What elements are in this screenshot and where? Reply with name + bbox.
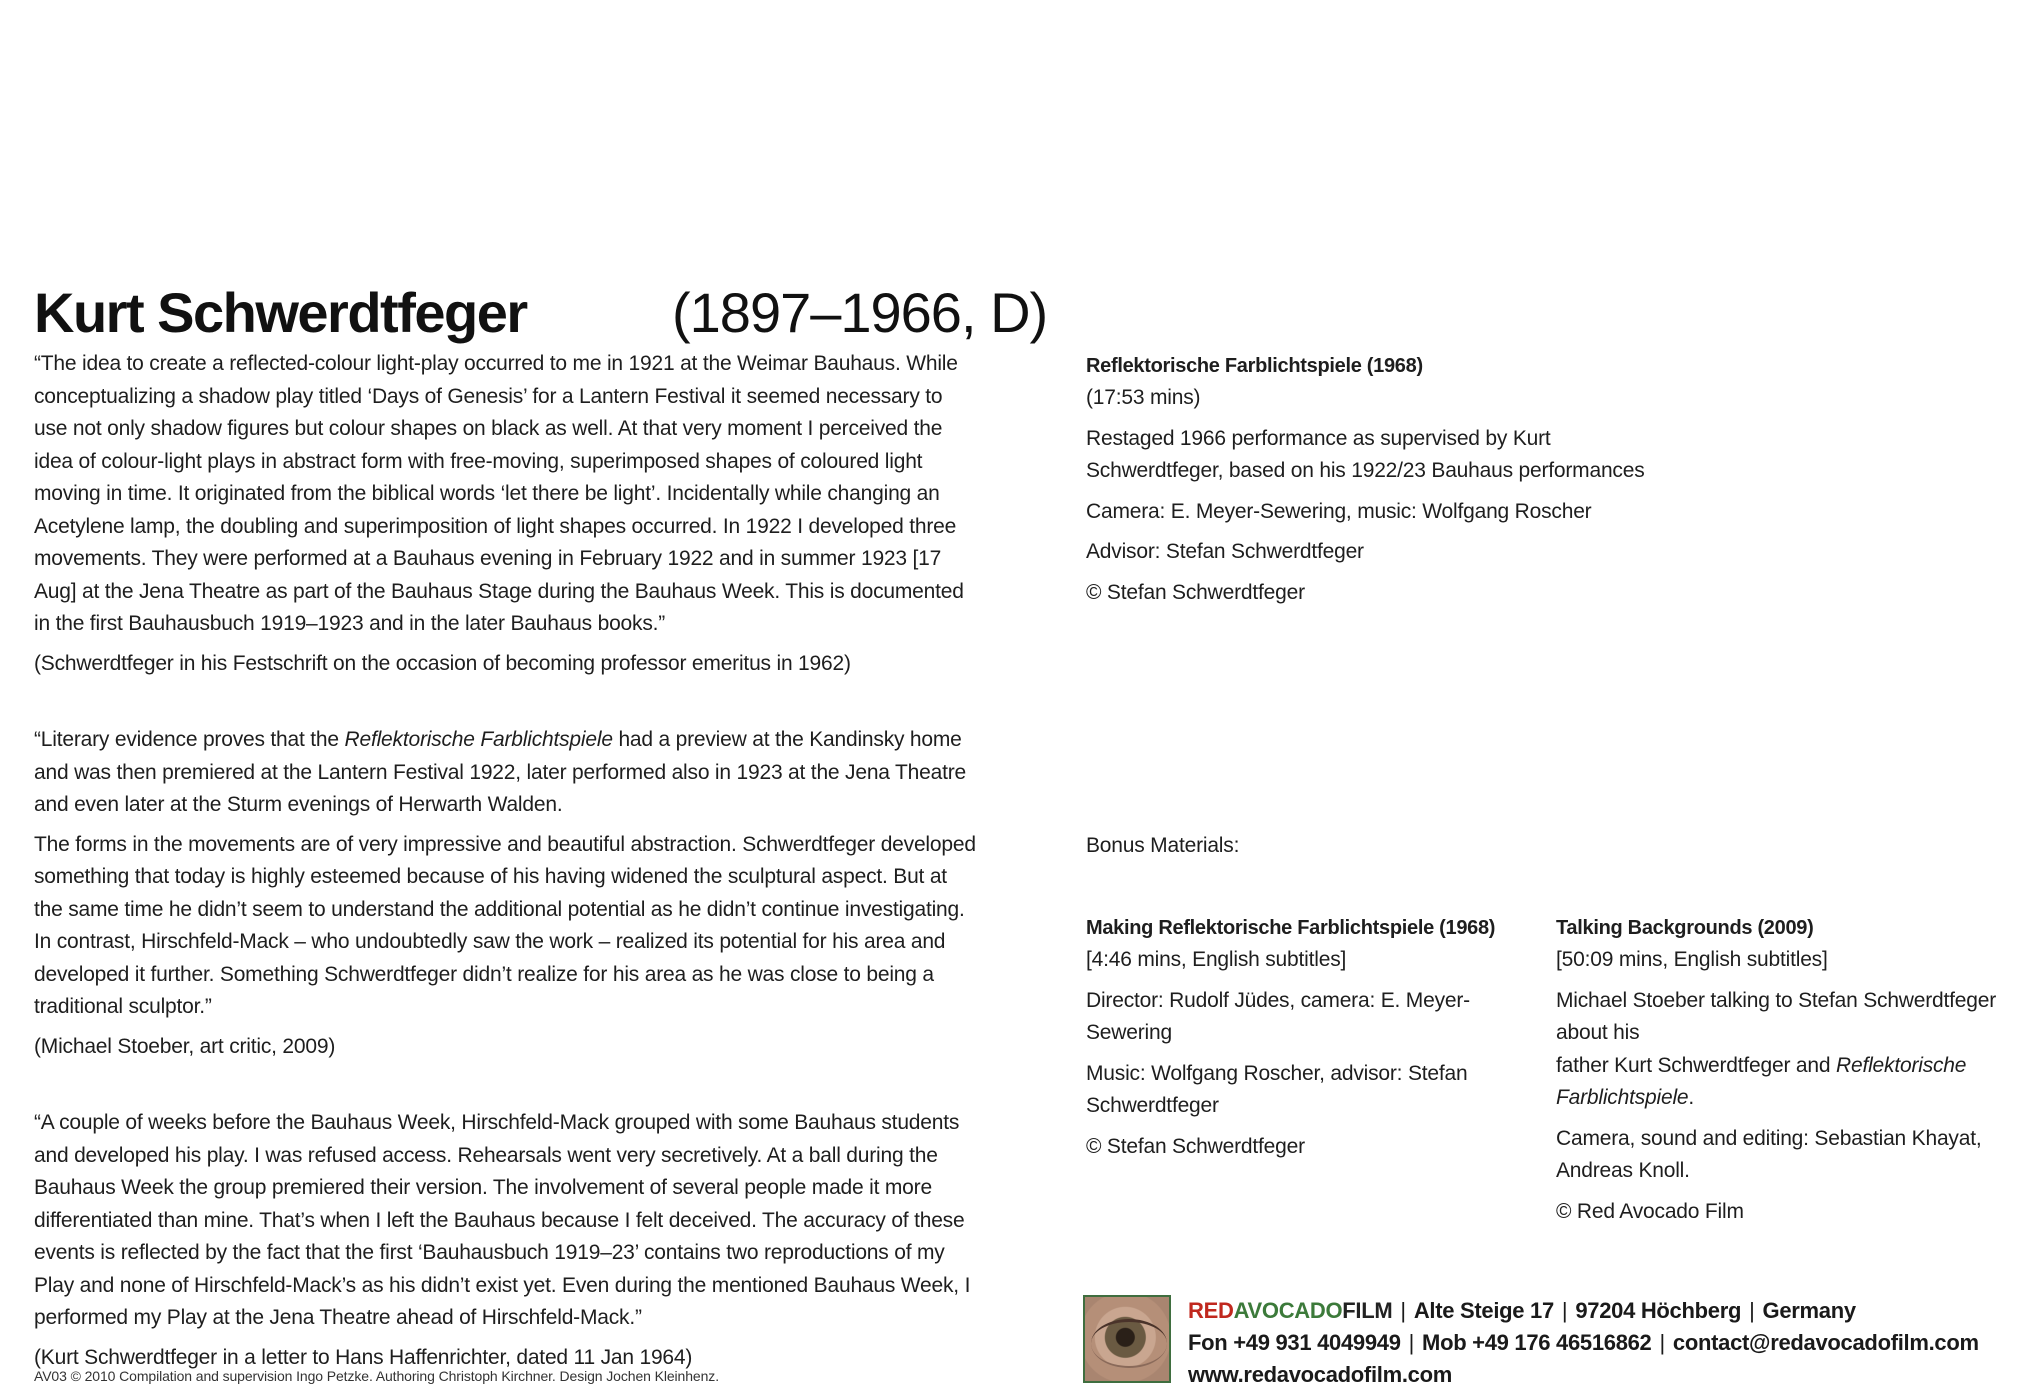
address: Alte Steige 17: [1413, 1298, 1554, 1323]
title-row: [34, 280, 1048, 348]
contact-line-3: [1188, 1359, 1979, 1391]
artist-dates: (1897–1966, D): [672, 281, 1048, 344]
film-description: [1086, 423, 1986, 488]
quote-1-citation: (Schwerdtfeger in his Festschrift on the occasion of becoming professor emeritus in 1962): [34, 651, 851, 675]
quote-1: “The idea to create a reflected-colour light-play occurred to me in 1921 at the Weimar Bauhaus. While conceptualizing a shadow play titled ‘Days of Genesis’ for a Lantern Festival it seemed necessary to use not only shadow figures but colour shapes on black as well. At that very moment I perceived the idea of colour-light plays in abstract form with free-moving, superimposed shapes of coloured light moving in time. It originated from the biblical words ‘let there be light’. Incidentally while changing an Acetylene lamp, the doubling and superimposition of light shapes occurred. In 1922 I developed three movements. They were performed at a Bauhaus evening in February 1922 and in summer 1923 [17 Aug] at the Jena Theatre as part of the Bauhaus Stage during the Bauhaus Week. This is documented in the first Bauhausbuch 1919–1923 and in the later Bauhaus books.”: [34, 352, 964, 635]
mobile: Mob +49 176 46516862: [1422, 1330, 1652, 1355]
separator: |: [1749, 1298, 1755, 1323]
quote-2-citation: (Michael Stoeber, art critic, 2009): [34, 1034, 336, 1058]
making-title: Making Reflektorische Farblichtspiele (1968): [1086, 917, 1496, 939]
artist-name: Kurt Schwerdtfeger: [34, 281, 527, 344]
film-details: [1086, 350, 1986, 609]
separator: |: [1561, 1298, 1568, 1323]
quote-3: “A couple of weeks before the Bauhaus Week, Hirschfeld-Mack grouped with some Bauhaus students and developed his play. I was refused access. Rehearsals went very secretively. At a ball during the Bauhaus Week the group premiered their version. The involvement of several people made it more differentiated than mine. That’s when I left the Bauhaus because I felt deceived. The accuracy of these events is reflected by the fact that the first ‘Bauhausbuch 1919–23’ contains two reproductions of my Play and none of Hirschfeld-Mack’s as his didn’t exist yet. Even during the mentioned Bauhaus Week, I performed my Play at the Jena Theatre ahead of Hirschfeld-Mack.”: [34, 1111, 971, 1329]
film-description-line-1: Restaged 1966 performance as supervised by Kurt: [1086, 426, 1551, 450]
separator: |: [1408, 1330, 1415, 1355]
bonus-heading: Bonus Materials:: [1086, 834, 1240, 857]
bonus-making: [1086, 912, 1526, 1163]
city: 97204 Höchberg: [1575, 1298, 1742, 1323]
film-advisor: Advisor: Stefan Schwerdtfeger: [1086, 540, 1364, 563]
contact-lines: [1188, 1295, 1979, 1391]
separator: |: [1659, 1330, 1665, 1355]
logo-avocado: AVOCADO: [1233, 1298, 1343, 1323]
separator: |: [1400, 1298, 1406, 1323]
talking-description: [1556, 985, 2036, 1115]
quote-2-continued: The forms in the movements are of very impressive and beautiful abstraction. Schwerdtfeger developed something that today is highly esteemed because of his having widened the sculptural aspect. But at the same time he didn’t seem to understand the additional potential as he didn’t continue investigating. In contrast, Hirschfeld-Mack – who undoubtedly saw the work – realized its potential for his area and developed it further. Something Schwerdtfeger didn’t realize for his area as he was close to being a traditional sculptor.”: [34, 832, 976, 1018]
contact-line-2: [1188, 1327, 1979, 1359]
film-description-line-2: Schwerdtfeger, based on his 1922/23 Bauhaus performances: [1086, 459, 1645, 482]
film-duration: (17:53 mins): [1086, 386, 1201, 409]
film-title: Reflektorische Farblichtspiele (1968): [1086, 355, 1423, 377]
website-link[interactable]: www.redavocadofilm.com: [1188, 1362, 1452, 1387]
quote-3-citation: (Kurt Schwerdtfeger in a letter to Hans Haffenrichter, dated 11 Jan 1964): [34, 1345, 693, 1369]
talking-description-line-1: Michael Stoeber talking to Stefan Schwerdtfeger about his: [1556, 988, 1997, 1044]
talking-desc-start: father Kurt Schwerdtfeger and: [1556, 1053, 1836, 1077]
talking-duration: [50:09 mins, English subtitles]: [1556, 948, 1828, 971]
left-column: [34, 280, 1048, 1374]
logo-film: FILM: [1342, 1298, 1393, 1323]
email-link[interactable]: contact@redavocadofilm.com: [1672, 1330, 1979, 1355]
talking-desc-end: .: [1688, 1086, 1695, 1109]
making-music: Music: Wolfgang Roscher, advisor: Stefan Schwerdtfeger: [1086, 1061, 1468, 1117]
film-camera: Camera: E. Meyer-Sewering, music: Wolfgang Roscher: [1086, 499, 1592, 523]
making-director: Director: Rudolf Jüdes, camera: E. Meyer-Sewering: [1086, 988, 1470, 1044]
talking-description-line-2: [1556, 1050, 2036, 1115]
talking-desc-film-title: Reflektorische Farblichtspiele: [1556, 1053, 1967, 1109]
contact-line-1: [1188, 1295, 1979, 1327]
making-duration: [4:46 mins, English subtitles]: [1086, 948, 1347, 971]
talking-copyright: © Red Avocado Film: [1556, 1199, 1744, 1223]
footer-credits: AV03 © 2010 Compilation and supervision Ingo Petzke. Authoring Christoph Kirchner. Design Jochen Kleinhenz.: [34, 1368, 719, 1384]
talking-credits: Camera, sound and editing: Sebastian Khayat, Andreas Knoll.: [1556, 1126, 1982, 1182]
quote-2-end: had a preview at the Kandinsky home and was then premiered at the Lantern Festival 1922, later performed also in 1923 at the Jena Theatre and even later at the Sturm evenings of Herwarth Walden.: [34, 728, 966, 816]
logo-red: RED: [1188, 1298, 1234, 1323]
country: Germany: [1762, 1298, 1856, 1323]
quote-2: [34, 724, 979, 822]
bonus-talking: [1556, 912, 2036, 1228]
eye-logo-image: [1083, 1295, 1171, 1383]
quote-2-film-title: Reflektorische Farblichtspiele: [344, 728, 613, 751]
phone: Fon +49 931 4049949: [1188, 1330, 1401, 1355]
film-copyright: © Stefan Schwerdtfeger: [1086, 580, 1305, 604]
making-copyright: © Stefan Schwerdtfeger: [1086, 1134, 1305, 1158]
talking-title: Talking Backgrounds (2009): [1556, 917, 1814, 939]
quote-2-start: “Literary evidence proves that the: [34, 728, 345, 751]
